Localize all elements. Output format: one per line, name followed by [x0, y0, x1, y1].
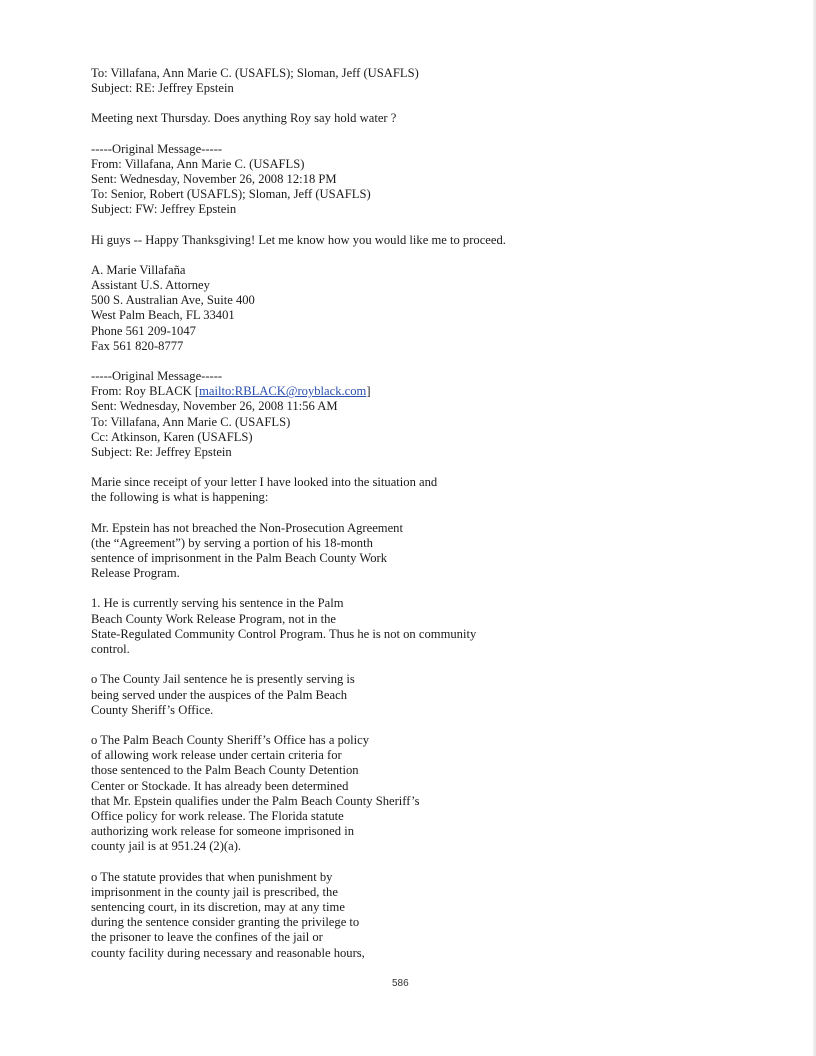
signature-block	[91, 263, 511, 354]
paragraph-line: Mr. Epstein has not breached the Non-Prosecution Agreement	[91, 520, 403, 535]
paragraph-line: county jail is at 951.24 (2)(a).	[91, 839, 242, 854]
body-paragraph	[91, 475, 511, 505]
signature-title: Assistant U.S. Attorney	[91, 278, 210, 293]
message-subject: Subject: Re: Jeffrey Epstein	[91, 445, 232, 460]
signature-address-line-2: West Palm Beach, FL 33401	[91, 308, 235, 323]
message-from: From: Villafana, Ann Marie C. (USAFLS)	[91, 156, 305, 171]
paragraph-line: Office policy for work release. The Florida statute	[91, 808, 344, 823]
reply-body-text: Meeting next Thursday. Does anything Roy say hold water ?	[91, 111, 397, 126]
reply-body	[91, 111, 511, 126]
paragraph-line: of allowing work release under certain criteria for	[91, 748, 342, 763]
body-paragraph	[91, 521, 511, 582]
message-from	[91, 384, 511, 399]
message-sent: Sent: Wednesday, November 26, 2008 12:18 PM	[91, 172, 337, 187]
body-paragraph	[91, 870, 511, 961]
body-paragraph	[91, 672, 511, 718]
message-cc: Cc: Atkinson, Karen (USAFLS)	[91, 429, 253, 444]
signature-fax: Fax 561 820-8777	[91, 338, 184, 353]
paragraph-line: Beach County Work Release Program, not in the	[91, 611, 336, 626]
forward-body-text: Hi guys -- Happy Thanksgiving! Let me know how you would like me to proceed.	[91, 232, 506, 247]
paragraph-line: County Sheriff’s Office.	[91, 702, 214, 717]
paragraph-line: Center or Stockade. It has already been determined	[91, 778, 349, 793]
message-subject: Subject: FW: Jeffrey Epstein	[91, 202, 237, 217]
paragraph-line: sentencing court, in its discretion, may at any time	[91, 899, 345, 914]
original-message-separator: -----Original Message-----	[91, 141, 223, 156]
paragraph-line: during the sentence consider granting the privilege to	[91, 915, 360, 930]
paragraph-line: Release Program.	[91, 566, 180, 581]
forward-body	[91, 233, 511, 248]
paragraph-line: o The statute provides that when punishment by	[91, 869, 333, 884]
reply-subject: Subject: RE: Jeffrey Epstein	[91, 81, 234, 96]
paragraph-line: State-Regulated Community Control Program. Thus he is not on community	[91, 626, 477, 641]
paragraph-line: the following is what is happening:	[91, 490, 269, 505]
original-message-separator: -----Original Message-----	[91, 369, 223, 384]
message-sent: Sent: Wednesday, November 26, 2008 11:56 AM	[91, 399, 338, 414]
paragraph-line: imprisonment in the county jail is prescribed, the	[91, 884, 338, 899]
email-link[interactable]: mailto:RBLACK@royblack.com	[199, 384, 367, 399]
original-message-header-1	[91, 142, 511, 218]
original-message-header-2	[91, 369, 511, 460]
paragraph-line: that Mr. Epstein qualifies under the Palm Beach County Sheriff’s	[91, 793, 420, 808]
paragraph-line: (the “Agreement”) by serving a portion of his 18-month	[91, 535, 373, 550]
message-to: To: Villafana, Ann Marie C. (USAFLS)	[91, 414, 291, 429]
page-number: 586	[392, 978, 409, 989]
paragraph-line: county facility during necessary and reasonable hours,	[91, 945, 365, 960]
paragraph-line: Marie since receipt of your letter I have looked into the situation and	[91, 475, 438, 490]
reply-to: To: Villafana, Ann Marie C. (USAFLS); Sloman, Jeff (USAFLS)	[91, 66, 419, 80]
paragraph-line: sentence of imprisonment in the Palm Beach County Work	[91, 551, 388, 566]
signature-name: A. Marie Villafaña	[91, 262, 186, 277]
paragraph-line: o The Palm Beach County Sheriff’s Office has a policy	[91, 732, 370, 747]
body-paragraph	[91, 733, 511, 855]
from-prefix: From: Roy BLACK [	[91, 384, 200, 399]
reply-header	[91, 66, 511, 96]
message-to: To: Senior, Robert (USAFLS); Sloman, Jeff (USAFLS)	[91, 187, 371, 202]
paragraph-line: o The County Jail sentence he is presently serving is	[91, 672, 355, 687]
email-content	[91, 66, 511, 976]
paragraph-line: being served under the auspices of the Palm Beach	[91, 687, 347, 702]
paragraph-line: control.	[91, 642, 130, 657]
signature-phone: Phone 561 209-1047	[91, 323, 196, 338]
paragraph-line: 1. He is currently serving his sentence in the Palm	[91, 596, 344, 611]
paragraph-line: authorizing work release for someone imprisoned in	[91, 824, 354, 839]
body-paragraph	[91, 596, 511, 657]
paragraph-line: those sentenced to the Palm Beach County Detention	[91, 763, 359, 778]
signature-address-line-1: 500 S. Australian Ave, Suite 400	[91, 293, 255, 308]
from-suffix: ]	[366, 384, 371, 399]
paragraph-line: the prisoner to leave the confines of the jail or	[91, 930, 323, 945]
